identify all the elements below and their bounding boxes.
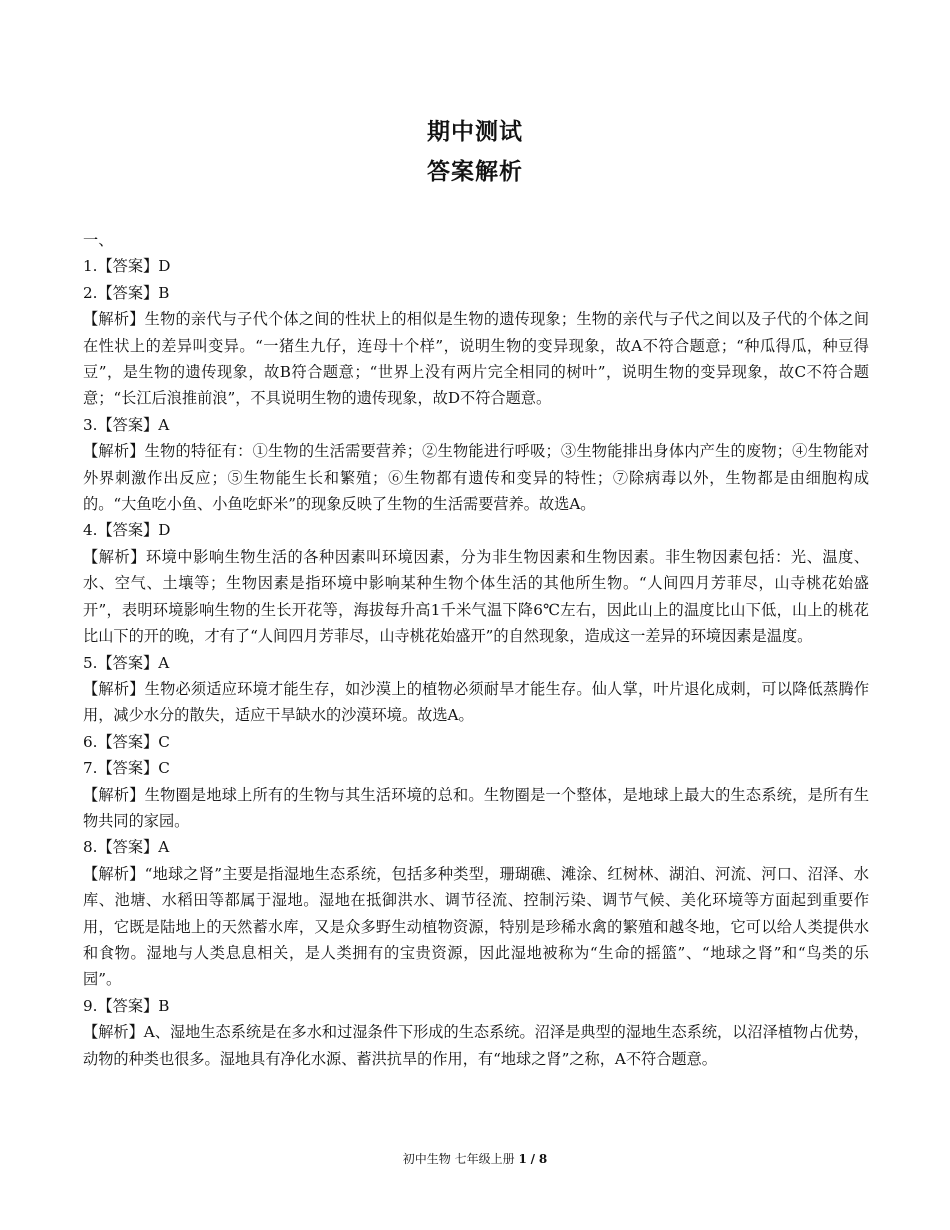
answer-3: 3.【答案】A (83, 415, 170, 434)
answer-4: 4.【答案】D (83, 521, 171, 540)
answer-2: 2.【答案】B (83, 283, 170, 302)
footer-page-number: 1 (518, 1152, 527, 1166)
section-heading: 一、 (83, 231, 114, 249)
analysis-7: 【解析】生物圈是地球上所有的生物与其生活环境的总和。生物圈是一个整体，是地球上最大的生态系统，是所有生物共同的家园。 (83, 785, 869, 830)
answer-1: 1.【答案】D (83, 257, 171, 276)
answer-5: 5.【答案】A (83, 653, 170, 672)
analysis-2: 【解析】生物的亲代与子代个体之间的性状上的相似是生物的遗传现象；生物的亲代与子代之间以及子代的个体之间在性状上的差异叫变异。“一猪生九仔，连母十个样”，说明生物的变异现象，故A不符合题意；“种瓜得瓜，种豆得豆”，是生物的遗传现象，故B符合题意；“世界上没有两片完全相同的树叶”，说明生物的变异现象，故C不符合题意；“长江后浪推前浪”，不具说明生物的遗传现象，故D不符合题意。 (83, 310, 869, 408)
analysis-5: 【解析】生物必须适应环境才能生存，如沙漠上的植物必须耐旱才能生存。仙人掌，叶片退化成刺，可以降低蒸腾作用，减少水分的散失，适应干旱缺水的沙漠环境。故选A。 (83, 679, 869, 725)
page-footer (0, 1150, 950, 1167)
answer-content (83, 227, 869, 1072)
analysis-3: 【解析】生物的特征有：①生物的生活需要营养；②生物能进行呼吸；③生物能排出身体内产生的废物；④生物能对外界刺激作出反应；⑤生物能生长和繁殖；⑥生物都有遗传和变异的特性；⑦除病毒以外，生物都是由细胞构成的。“大鱼吃小鱼、小鱼吃虾米”的现象反映了生物的生活需要营养。故选A。 (83, 442, 869, 514)
answer-9: 9.【答案】B (83, 996, 170, 1015)
footer-course: 初中生物 七年级上册 (402, 1152, 515, 1166)
footer-separator: / (530, 1152, 536, 1166)
page-title: 期中测试 (427, 119, 523, 145)
page-subtitle: 答案解析 (427, 159, 523, 185)
analysis-4: 【解析】环境中影响生物生活的各种因素叫环境因素，分为非生物因素和生物因素。非生物因素包括：光、温度、水、空气、土壤等；生物因素是指环境中影响某种生物个体生活的其他所生物。“人间四月芳菲尽，山寺桃花始盛开”，表明环境影响生物的生长开花等，海拔每升高1千米气温下降6℃左右，因此山上的温度比山下低，山上的桃花比山下的开的晚，才有了“人间四月芳菲尽，山寺桃花始盛开”的自然现象，造成这一差异的环境因素是温度。 (83, 547, 869, 646)
answer-6: 6.【答案】C (83, 732, 170, 751)
analysis-9: 【解析】A、湿地生态系统是在多水和过湿条件下形成的生态系统。沼泽是典型的湿地生态系统，以沼泽植物占优势，动物的种类也很多。湿地具有净化水源、蓄洪抗旱的作用，有“地球之肾”之称，A不符合题意。 (83, 1023, 869, 1068)
answer-7: 7.【答案】C (83, 759, 170, 778)
answer-8: 8.【答案】A (83, 838, 170, 857)
analysis-8: 【解析】“地球之肾”主要是指湿地生态系统，包括多种类型，珊瑚礁、滩涂、红树林、湖泊、河流、河口、沼泽、水库、池塘、水稻田等都属于湿地。湿地在抵御洪水、调节径流、控制污染、调节气候、美化环境等方面起到重要作用，它既是陆地上的天然蓄水库，又是众多野生动植物资源，特别是珍稀水禽的繁殖和越冬地，它可以给人类提供水和食物。湿地与人类息息相关，是人类拥有的宝贵资源，因此湿地被称为“生命的摇篮”、“地球之肾”和“鸟类的乐园”。 (83, 864, 869, 989)
footer-page-total: 8 (538, 1152, 548, 1166)
